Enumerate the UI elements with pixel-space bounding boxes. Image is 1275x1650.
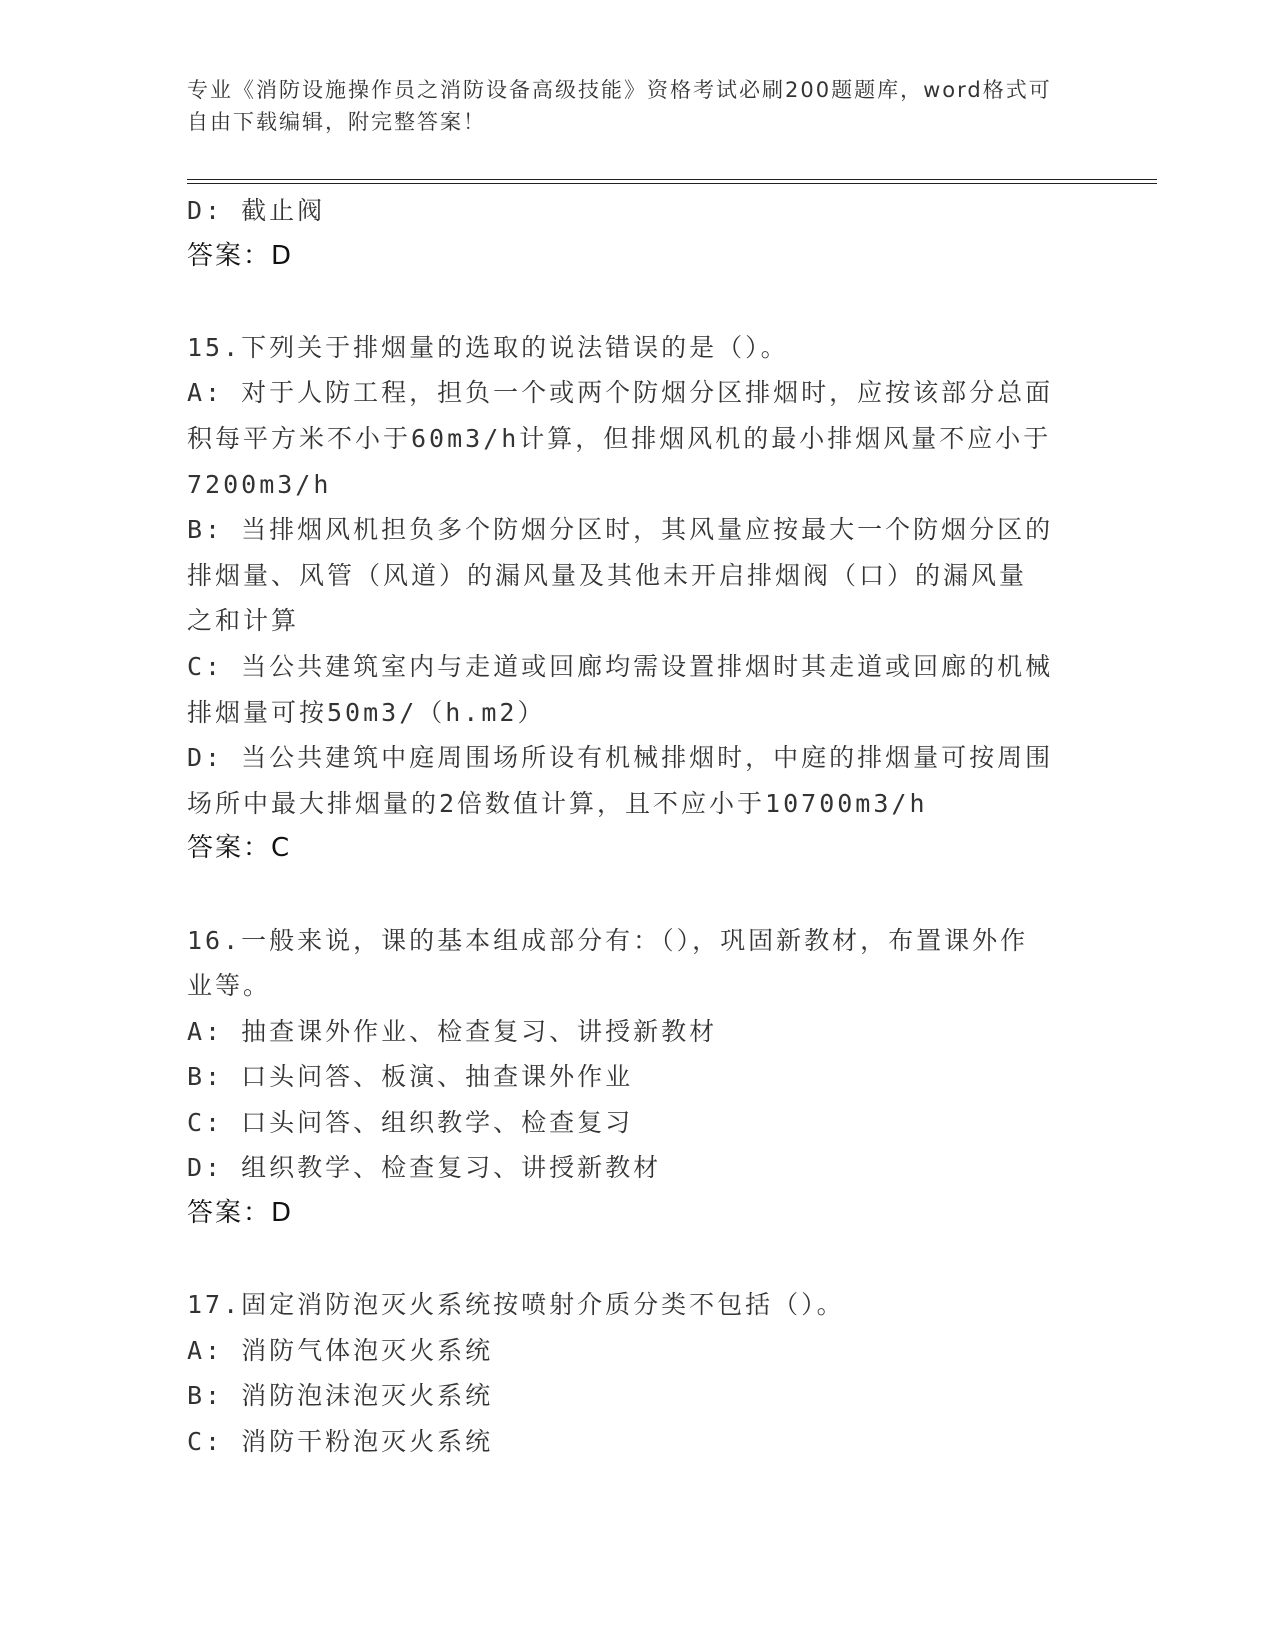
header-text: 专业《消防设施操作员之消防设备高级技能》资格考试必刷200题题库，word格式可自由下载编辑，附完整答案！ — [187, 78, 1052, 134]
option-line: B: 当排烟风机担负多个防烟分区时，其风量应按最大一个防烟分区的 — [187, 515, 1054, 545]
answer: 答案：D — [187, 240, 294, 271]
option-line: D: 当公共建筑中庭周围场所设有机械排烟时，中庭的排烟量可按周围 — [187, 743, 1054, 773]
option-d: D: 截止阀 — [187, 196, 326, 225]
header-divider — [187, 179, 1157, 184]
option-line: B: 口头问答、板演、抽查课外作业 — [187, 1062, 634, 1092]
document-body — [187, 188, 1087, 1465]
page-header — [187, 74, 1067, 138]
question-title: 业等。 — [187, 971, 272, 1001]
option-line: A: 对于人防工程，担负一个或两个防烟分区排烟时，应按该部分总面 — [187, 378, 1054, 408]
option-line: 7200m3/h — [187, 469, 332, 499]
option-line: A: 抽查课外作业、检查复习、讲授新教材 — [187, 1016, 718, 1046]
answer: 答案：C — [187, 833, 292, 864]
option-line: 场所中最大排烟量的2倍数值计算，且不应小于10700m3/h — [187, 788, 928, 818]
option-line: A: 消防气体泡灭火系统 — [187, 1335, 494, 1365]
option-line: 之和计算 — [187, 606, 300, 636]
question-block — [187, 1282, 1087, 1464]
option-line: D: 组织教学、检查复习、讲授新教材 — [187, 1153, 662, 1183]
option-line: 排烟量可按50m3/（h.m2） — [187, 697, 546, 727]
option-line: B: 消防泡沫泡灭火系统 — [187, 1381, 494, 1411]
question-list — [187, 279, 1087, 1464]
question-title: 16.一般来说，课的基本组成部分有：（），巩固新教材，布置课外作 — [187, 925, 1029, 955]
prev-question-tail — [187, 188, 1087, 279]
question-spacer — [187, 279, 1087, 325]
option-line: 积每平方米不小于60m3/h计算，但排烟风机的最小排烟风量不应小于 — [187, 423, 1052, 453]
option-line: C: 消防干粉泡灭火系统 — [187, 1427, 494, 1457]
question-block — [187, 325, 1087, 872]
option-line: C: 口头问答、组织教学、检查复习 — [187, 1107, 634, 1137]
question-spacer — [187, 1237, 1087, 1283]
option-line: C: 当公共建筑室内与走道或回廊均需设置排烟时其走道或回廊的机械 — [187, 651, 1054, 681]
question-block — [187, 918, 1087, 1237]
answer: 答案：D — [187, 1198, 294, 1229]
question-spacer — [187, 872, 1087, 918]
question-title: 17.固定消防泡灭火系统按喷射介质分类不包括（）。 — [187, 1290, 845, 1320]
question-title: 15.下列关于排烟量的选取的说法错误的是（）。 — [187, 332, 789, 362]
option-line: 排烟量、风管（风道）的漏风量及其他未开启排烟阀（口）的漏风量 — [187, 560, 1028, 590]
